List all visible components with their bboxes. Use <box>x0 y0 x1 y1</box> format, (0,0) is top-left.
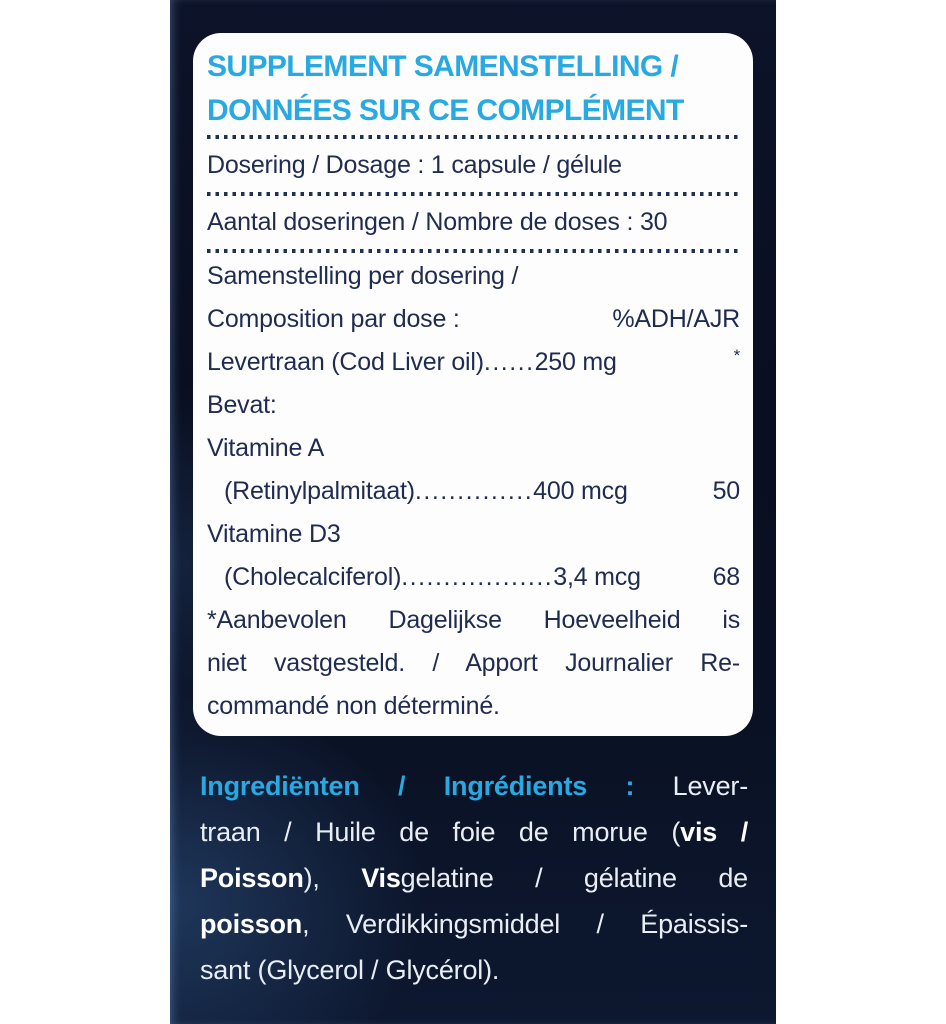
ingredients-text: gelatine / gélatine de <box>400 863 748 893</box>
ingredients-text: Lever- <box>634 771 748 801</box>
dosage-line: Dosering / Dosage : 1 capsule / gélule <box>207 151 622 179</box>
panel-title-line2: DONNÉES SUR CE COMPLÉMENT <box>207 94 684 127</box>
dot-leader: .................. <box>401 563 554 591</box>
ingredients-text-bold: vis / <box>680 817 748 847</box>
nutrient-row-retinylpalmitaat <box>207 470 740 513</box>
ingredients-text-bold: Poisson <box>200 863 304 893</box>
nutrient-amount: 400 mcg <box>533 477 628 505</box>
ingredients-text: traan / Huile de foie de morue ( <box>200 817 681 847</box>
nutrient-row-cholecalciferol <box>207 556 740 599</box>
supplement-facts-panel <box>193 33 753 736</box>
ingredients-heading: Ingrediënten / Ingrédients : <box>200 771 635 801</box>
dot-leader: ...... <box>483 348 535 376</box>
nutrient-adh-value: 50 <box>712 477 740 505</box>
composition-heading-line1: Samenstelling per dosering / <box>207 262 519 290</box>
composition-label: Composition par dose : <box>207 305 460 333</box>
adh-column-header: %ADH/AJR <box>612 305 740 333</box>
nutrient-amount: 250 mg <box>534 348 617 376</box>
ingredients-line <box>200 901 748 947</box>
bevat-label: Bevat: <box>207 391 277 419</box>
ingredients-text: sant (Glycerol / Glycérol). <box>200 955 500 985</box>
ingredients-text: , Verdikkingsmiddel / Épaissis- <box>302 909 748 939</box>
ingredients-text-bold: Vis <box>361 863 401 893</box>
nutrient-row-levertraan <box>207 341 740 384</box>
dotted-separator <box>207 135 740 139</box>
ingredients-line <box>200 947 748 993</box>
ingredients-line <box>200 855 748 901</box>
supplement-label-background <box>170 0 776 1024</box>
nutrient-name: Levertraan (Cod Liver oil) <box>207 348 484 376</box>
composition-heading-line2 <box>207 298 740 341</box>
footnote-line: niet vastgesteld. / Apport Journalier Re- <box>207 649 740 677</box>
panel-title-line1: SUPPLEMENT SAMENSTELLING / <box>207 50 679 83</box>
ingredients-text-bold: poisson <box>200 909 303 939</box>
panel-title <box>207 45 740 133</box>
nutrient-amount: 3,4 mcg <box>553 563 641 591</box>
servings-line: Aantal doseringen / Nombre de doses : 30 <box>207 208 668 236</box>
nutrient-adh-value: 68 <box>712 563 740 591</box>
footnote-line: *Aanbevolen Dagelijkse Hoeveelheid is <box>207 606 740 634</box>
nutrient-name: (Retinylpalmitaat) <box>224 477 415 505</box>
footnote-line: commandé non déterminé. <box>207 692 500 720</box>
dotted-separator <box>207 249 740 253</box>
nutrient-adh-value: * <box>733 346 740 365</box>
ingredients-line <box>200 809 748 855</box>
ingredients-text: ), <box>303 863 362 893</box>
ingredients-section <box>200 763 748 993</box>
vitamine-a-label: Vitamine A <box>207 434 325 462</box>
nutrient-name: (Cholecalciferol) <box>224 563 402 591</box>
dot-leader: .............. <box>414 477 534 505</box>
dotted-separator <box>207 192 740 196</box>
footnote <box>207 599 740 728</box>
ingredients-line <box>200 763 748 809</box>
vitamine-d3-label: Vitamine D3 <box>207 520 341 548</box>
